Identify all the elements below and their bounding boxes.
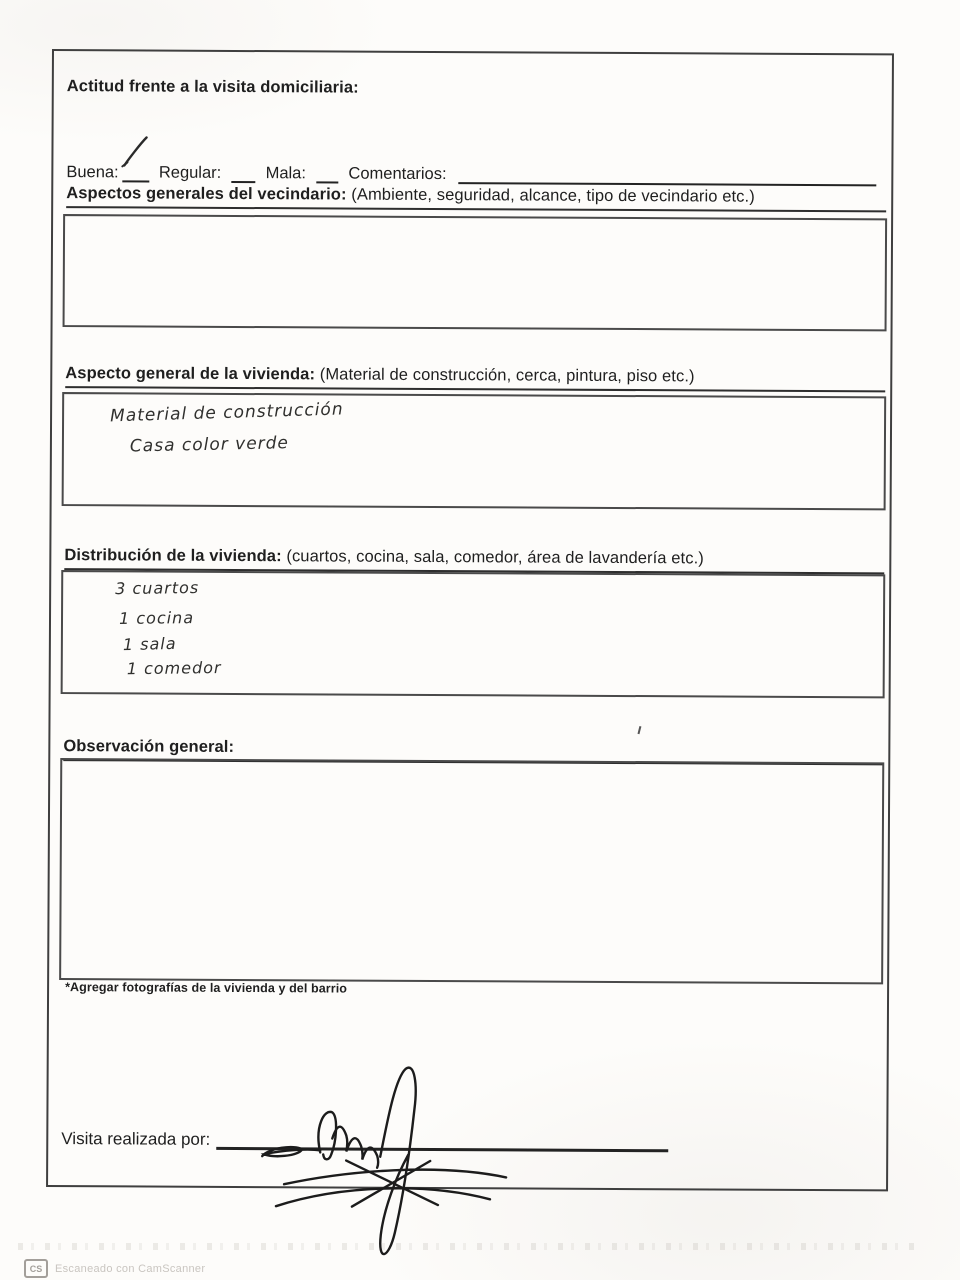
option-buena-label: Buena: bbox=[66, 163, 119, 182]
vivienda-answer-box bbox=[62, 392, 887, 510]
comments-label: Comentarios: bbox=[348, 164, 447, 184]
vecindario-heading-row bbox=[66, 184, 886, 212]
handwriting-line: Casa color verde bbox=[129, 433, 290, 457]
camscanner-logo-icon: CS bbox=[24, 1259, 48, 1278]
camscanner-watermark-text: Escaneado con CamScanner bbox=[55, 1262, 206, 1275]
form-sheet bbox=[46, 49, 894, 1191]
vivienda-heading-row bbox=[65, 364, 885, 392]
buena-answer-blank bbox=[123, 163, 149, 182]
vivienda-hint: (Material de construcción, cerca, pintura, piso etc.) bbox=[319, 365, 695, 386]
observacion-answer-box bbox=[59, 758, 884, 984]
visited-by-label: Visita realizada por: bbox=[61, 1129, 211, 1149]
handwriting-line: 1 cocina bbox=[118, 608, 195, 629]
camscanner-watermark bbox=[24, 1259, 205, 1278]
handwriting-line: 1 sala bbox=[122, 633, 177, 655]
handwriting-line: 1 comedor bbox=[126, 658, 222, 679]
distribucion-hint: (cuartos, cocina, sala, comedor, área de lavandería etc.) bbox=[286, 547, 704, 568]
vecindario-hint: (Ambiente, seguridad, alcance, tipo de vecindario etc.) bbox=[351, 185, 755, 206]
observacion-heading: Observación general: bbox=[63, 737, 235, 756]
handwriting-line: 3 cuartos bbox=[115, 578, 200, 599]
mala-answer-blank bbox=[316, 164, 339, 183]
option-regular-label: Regular: bbox=[158, 163, 222, 182]
vecindario-heading: Aspectos generales del vecindario: bbox=[66, 184, 347, 204]
distribucion-heading: Distribución de la vivienda: bbox=[64, 546, 282, 566]
distribucion-answer-box bbox=[61, 570, 886, 698]
comments-blank-line bbox=[459, 165, 877, 186]
scan-speck bbox=[637, 726, 641, 734]
attitude-options-row bbox=[66, 163, 876, 186]
scan-noise-band bbox=[18, 1243, 918, 1250]
photos-footnote: *Agregar fotografías de la vivienda y del barrio bbox=[65, 980, 348, 996]
vecindario-answer-box bbox=[63, 214, 888, 331]
regular-answer-blank bbox=[231, 164, 255, 183]
attitude-heading: Actitud frente a la visita domiciliaria: bbox=[66, 77, 359, 97]
vivienda-heading: Aspecto general de la vivienda: bbox=[65, 364, 316, 384]
option-mala-label: Mala: bbox=[265, 164, 307, 183]
buena-checkmark-icon bbox=[121, 135, 151, 169]
handwriting-line: Material de construcción bbox=[109, 399, 344, 427]
